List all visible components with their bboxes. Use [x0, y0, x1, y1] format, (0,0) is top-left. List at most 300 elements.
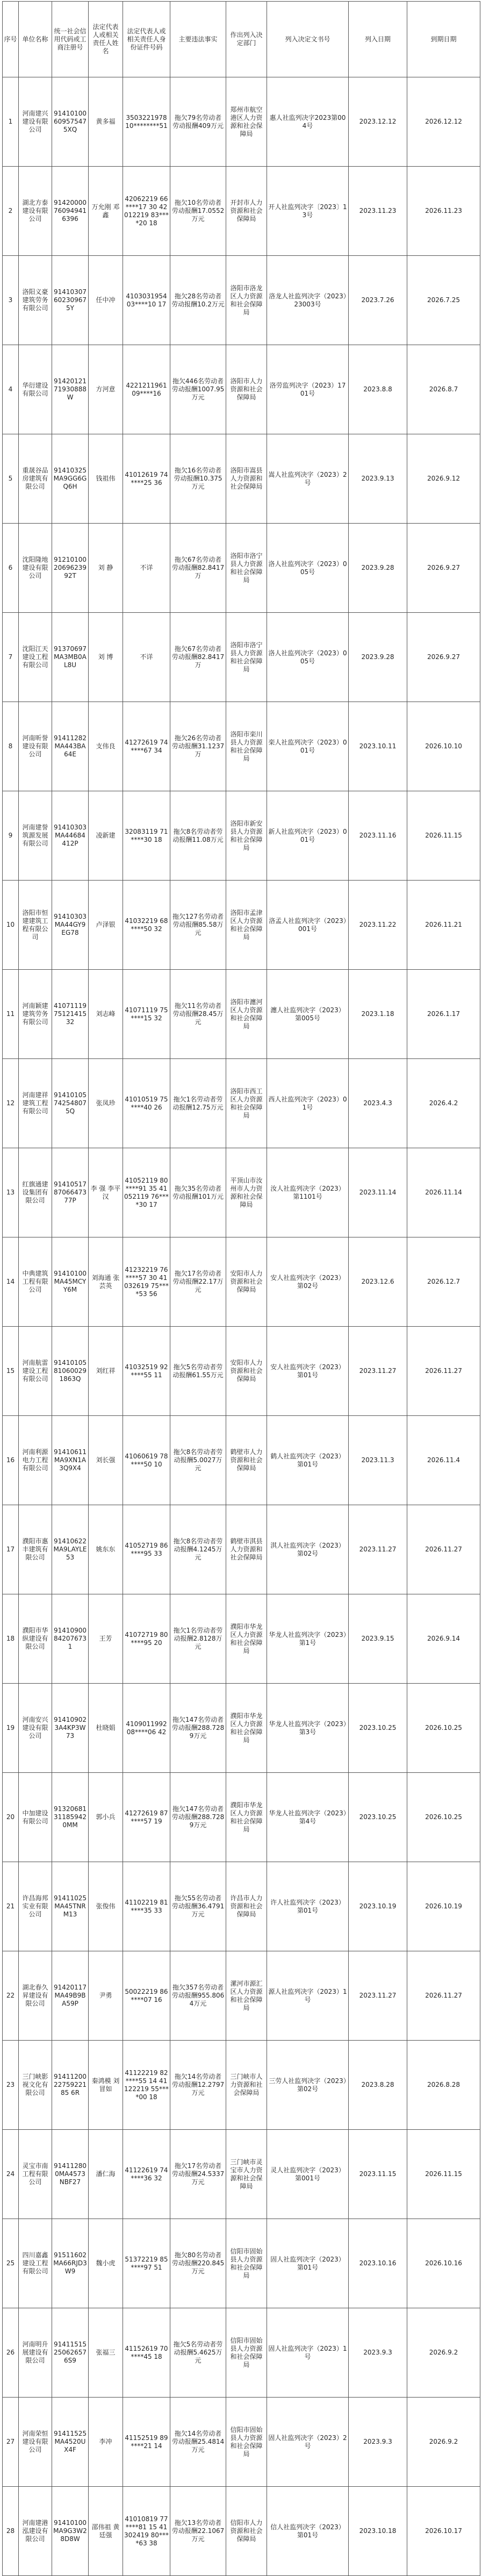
- cell-deciding-dept: 洛阳市嵩县人力资源和社会保障局: [226, 434, 267, 524]
- cell-expiry-date: 2026.7.25: [407, 256, 480, 345]
- cell-expiry-date: 2026.10.25: [407, 1773, 480, 1862]
- cell-unit-name: 河南建誉筑源发展有限公司: [19, 791, 52, 881]
- cell-index: 26: [3, 2308, 19, 2398]
- cell-expiry-date: 2026.9.27: [407, 524, 480, 613]
- cell-id-number: 41072719 80****95 20: [123, 1594, 170, 1684]
- cell-document-number: 洛人社监列决字（2023）005号: [267, 613, 349, 702]
- cell-legal-rep: 郭小兵: [89, 1773, 123, 1862]
- cell-unit-name: 四川嘉鑫建设工程有限公司: [19, 2219, 52, 2308]
- cell-credit-code: 91411282MA443BA64E: [52, 702, 89, 791]
- cell-expiry-date: 2026.12.7: [407, 1237, 480, 1327]
- cell-id-number: 42062219 66****17 30 42012219 83****20 18: [123, 167, 170, 256]
- cell-document-number: 洛龙人社监列决字（2023）23003号: [267, 256, 349, 345]
- cell-violation-fact: 拖欠127名劳动者劳动报酬85.58万元: [170, 881, 226, 970]
- cell-deciding-dept: 信阳市固始县人力资源和社会保障局: [226, 2219, 267, 2308]
- cell-expiry-date: 2026.4.2: [407, 1059, 480, 1148]
- cell-listing-date: 2023.10.11: [349, 702, 407, 791]
- cell-expiry-date: 2026.11.4: [407, 1416, 480, 1505]
- cell-deciding-dept: 鹤壁市淇县人力资源和社会保障局: [226, 1505, 267, 1594]
- cell-credit-code: 91320681311859420MM: [52, 1773, 89, 1862]
- cell-unit-name: 许昌海邦实业有限公司: [19, 1862, 52, 1951]
- cell-document-number: 淇人社监列决字（2023）第02号: [267, 1505, 349, 1594]
- header-unit-name: 单位名称: [19, 2, 52, 77]
- cell-document-number: 华龙人社监列决字（2023）第1号: [267, 1594, 349, 1684]
- cell-document-number: 洛人社监列决字（2023）005号: [267, 524, 349, 613]
- cell-deciding-dept: 许昌市人力资源和社会保障局: [226, 1862, 267, 1951]
- cell-violation-fact: 拖欠16名劳动者劳动报酬10.375万元: [170, 434, 226, 524]
- table-row: [3, 1684, 480, 1773]
- cell-legal-rep: 凌新建: [89, 791, 123, 881]
- cell-id-number: 350322197810********51: [123, 77, 170, 167]
- table-row: [3, 1327, 480, 1416]
- cell-expiry-date: 2026.11.15: [407, 2130, 480, 2219]
- cell-violation-fact: 拖欠446名劳动者劳动报酬1007.95万元: [170, 345, 226, 434]
- cell-listing-date: 2023.9.3: [349, 2308, 407, 2398]
- cell-legal-rep: 刘 静: [89, 524, 123, 613]
- cell-violation-fact: 拖欠14名劳动者劳动报酬12.2797万元: [170, 2041, 226, 2130]
- cell-index: 10: [3, 881, 19, 970]
- table-row: [3, 2308, 480, 2398]
- cell-legal-rep: 尹勇: [89, 1951, 123, 2041]
- cell-index: 17: [3, 1505, 19, 1594]
- cell-violation-fact: 拖欠357名劳动者劳动报酬955.8064万元: [170, 1951, 226, 2041]
- cell-id-number: 不详: [123, 613, 170, 702]
- cell-legal-rep: 黄多福: [89, 77, 123, 167]
- cell-id-number: 410303195403****10 17: [123, 256, 170, 345]
- cell-id-number: 41071119 75****15 32: [123, 970, 170, 1059]
- cell-id-number: 50022219 86****07 16: [123, 1951, 170, 2041]
- cell-id-number: 41102219 81****35 33: [123, 1862, 170, 1951]
- header-listing-date: 列入日期: [349, 2, 407, 77]
- cell-expiry-date: 2026.11.27: [407, 1327, 480, 1416]
- cell-violation-fact: 拖欠147名劳动者劳动报酬288.7289万元: [170, 1773, 226, 1862]
- cell-index: 18: [3, 1594, 19, 1684]
- cell-index: 27: [3, 2398, 19, 2487]
- cell-expiry-date: 2026.9.27: [407, 613, 480, 702]
- table-row: [3, 1059, 480, 1148]
- cell-document-number: 许人社监列决字（2023）第01号: [267, 1862, 349, 1951]
- cell-violation-fact: 拖欠26名劳动者劳动报酬31.1237万: [170, 702, 226, 791]
- cell-violation-fact: 拖欠17名劳动者劳动报酬24.5337万元: [170, 2130, 226, 2219]
- cell-expiry-date: 2026.1.17: [407, 970, 480, 1059]
- cell-document-number: 洛孟人社监列决字（2023）001号: [267, 881, 349, 970]
- cell-unit-name: 洛阳义豪建筑劳务有限公司: [19, 256, 52, 345]
- cell-unit-name: 三门峡影视文化有限公司: [19, 2041, 52, 2130]
- cell-credit-code: 91420000760949416396: [52, 167, 89, 256]
- cell-listing-date: 2023.9.15: [349, 1594, 407, 1684]
- cell-violation-fact: 拖欠28名劳动者劳动报酬10.2万元: [170, 256, 226, 345]
- header-credit-code: 统一社会信用代码或工商注册号: [52, 2, 89, 77]
- cell-expiry-date: 2026.11.14: [407, 1148, 480, 1237]
- cell-document-number: 西人社监列决字（2023）01号: [267, 1059, 349, 1148]
- cell-id-number: 41052119 80****91 35 41052119 76****30 17: [123, 1148, 170, 1237]
- cell-unit-name: 濮阳市华纵建设有限公司: [19, 1594, 52, 1684]
- cell-unit-name: 河南利源电力工程有限公司: [19, 1416, 52, 1505]
- header-index: 序号: [3, 2, 19, 77]
- table-row: [3, 970, 480, 1059]
- cell-violation-fact: 拖欠10名劳动者劳动报酬17.0552万元: [170, 167, 226, 256]
- cell-deciding-dept: 洛阳市洛宁县人力资源和社会保障局: [226, 613, 267, 702]
- cell-unit-name: 洛阳市恒建建筑工程有限公司: [19, 881, 52, 970]
- cell-deciding-dept: 三门峡市人力资源和社会保障局: [226, 2041, 267, 2130]
- cell-unit-name: 河南建祥建筑工程有限公司: [19, 1059, 52, 1148]
- cell-unit-name: 华衍建设有限公司: [19, 345, 52, 434]
- cell-index: 6: [3, 524, 19, 613]
- cell-violation-fact: 拖欠1名劳动者劳动报酬2.8128万元: [170, 1594, 226, 1684]
- cell-expiry-date: 2026.11.27: [407, 1505, 480, 1594]
- cell-violation-fact: 拖欠8名劳动者劳动报酬4.1245万元: [170, 1505, 226, 1594]
- cell-document-number: 新人社监列决字（2023）001号: [267, 791, 349, 881]
- cell-deciding-dept: 濮阳市华龙区人力资源和社会保障局: [226, 1684, 267, 1773]
- cell-id-number: 不详: [123, 524, 170, 613]
- cell-expiry-date: 2026.8.7: [407, 345, 480, 434]
- cell-unit-name: 沈阳江天建设工程有限公司: [19, 613, 52, 702]
- cell-unit-name: 湖北春久昇建设有限公司: [19, 1951, 52, 2041]
- cell-deciding-dept: 洛阳市西工区人力资源和社会保障局: [226, 1059, 267, 1148]
- cell-index: 3: [3, 256, 19, 345]
- cell-violation-fact: 拖欠5名劳动者劳动报酬5.4625万元: [170, 2308, 226, 2398]
- cell-legal-rep: 秦鸿模 刘冒如: [89, 2041, 123, 2130]
- cell-document-number: 汝人社监列决字（2023）第1101号: [267, 1148, 349, 1237]
- cell-document-number: 鹤人社监列决字（2023）第01号: [267, 1416, 349, 1505]
- cell-credit-code: 91411025MA45TNRM13: [52, 1862, 89, 1951]
- cell-index: 4: [3, 345, 19, 434]
- cell-id-number: 41010519 75****40 26: [123, 1059, 170, 1148]
- cell-unit-name: 河南颖建建筑劳务有限公司: [19, 970, 52, 1059]
- cell-deciding-dept: 漯河市源汇区人力资源和社会保障局: [226, 1951, 267, 2041]
- cell-legal-rep: 万允刚 邓鑫: [89, 167, 123, 256]
- cell-credit-code: 9142012171930888W: [52, 345, 89, 434]
- cell-id-number: 41152519 89****21 14: [123, 2398, 170, 2487]
- cell-listing-date: 2023.11.16: [349, 791, 407, 881]
- cell-index: 14: [3, 1237, 19, 1327]
- cell-credit-code: 914112002275922185 6R: [52, 2041, 89, 2130]
- cell-id-number: 51372219 85****97 51: [123, 2219, 170, 2308]
- cell-violation-fact: 拖欠5名劳动者劳动报酬61.55万元: [170, 1327, 226, 1416]
- cell-violation-fact: 拖欠55名劳动者劳动报酬36.4791万元: [170, 1862, 226, 1951]
- cell-expiry-date: 2026.11.21: [407, 881, 480, 970]
- cell-violation-fact: 拖欠1名劳动者劳动报酬12.75万元: [170, 1059, 226, 1148]
- cell-index: 24: [3, 2130, 19, 2219]
- table-row: [3, 881, 480, 970]
- cell-listing-date: 2023.8.8: [349, 345, 407, 434]
- cell-deciding-dept: 郑州市航空港区人力资源和社会保障局: [226, 77, 267, 167]
- cell-listing-date: 2023.11.27: [349, 1505, 407, 1594]
- cell-deciding-dept: 洛阳市人力资源和社会保障局: [226, 345, 267, 434]
- blacklist-table-container: [2, 1, 480, 2576]
- cell-violation-fact: 拖欠11名劳动者劳动报酬28.45万元: [170, 970, 226, 1059]
- cell-listing-date: 2023.11.27: [349, 1327, 407, 1416]
- cell-credit-code: 91410100MA9G3W28D8W: [52, 2487, 89, 2576]
- cell-listing-date: 2023.9.28: [349, 524, 407, 613]
- cell-credit-code: 91410900842076731: [52, 1594, 89, 1684]
- cell-listing-date: 2023.1.18: [349, 970, 407, 1059]
- cell-unit-name: 沈阳隆地建设有限公司: [19, 524, 52, 613]
- cell-unit-name: 河南昕誉建设有限公司: [19, 702, 52, 791]
- cell-legal-rep: 刘海通 张芸英: [89, 1237, 123, 1327]
- header-id-number: 法定代表人或相关责任人身份证件号码: [123, 2, 170, 77]
- cell-credit-code: 914105178706647377P: [52, 1148, 89, 1237]
- cell-credit-code: 91411525MA4520UX4F: [52, 2398, 89, 2487]
- cell-violation-fact: 拖欠17名劳动者劳动报酬22.17万元: [170, 1237, 226, 1327]
- cell-expiry-date: 2026.9.2: [407, 2308, 480, 2398]
- cell-id-number: 41032519 92****55 11: [123, 1327, 170, 1416]
- cell-document-number: 嵩人社监列决字（2023）2号: [267, 434, 349, 524]
- cell-index: 1: [3, 77, 19, 167]
- header-legal-rep: 法定代表人或相关责任人姓名: [89, 2, 123, 77]
- cell-deciding-dept: 濮阳市华龙区人力资源和社会保障局: [226, 1594, 267, 1684]
- cell-credit-code: 410711197512141532: [52, 970, 89, 1059]
- table-row: [3, 2398, 480, 2487]
- cell-listing-date: 2023.12.6: [349, 1237, 407, 1327]
- cell-credit-code: 912101002069623992T: [52, 524, 89, 613]
- table-row: [3, 1773, 480, 1862]
- cell-index: 19: [3, 1684, 19, 1773]
- cell-index: 11: [3, 970, 19, 1059]
- cell-listing-date: 2023.9.13: [349, 434, 407, 524]
- cell-expiry-date: 2026.10.10: [407, 702, 480, 791]
- cell-legal-rep: 卢泽银: [89, 881, 123, 970]
- cell-deciding-dept: 洛阳市栾川县人力资源和社会保障局: [226, 702, 267, 791]
- cell-legal-rep: 任中冲: [89, 256, 123, 345]
- cell-legal-rep: 李 强 李平汉: [89, 1148, 123, 1237]
- cell-credit-code: 91410303MA44GY9EG78: [52, 881, 89, 970]
- cell-listing-date: 2023.10.18: [349, 2487, 407, 2576]
- cell-index: 22: [3, 1951, 19, 2041]
- cell-listing-date: 2023.10.25: [349, 1773, 407, 1862]
- header-deciding-dept: 作出列入决定部门: [226, 2, 267, 77]
- cell-index: 12: [3, 1059, 19, 1148]
- cell-legal-rep: 方河意: [89, 345, 123, 434]
- cell-legal-rep: 李冲: [89, 2398, 123, 2487]
- cell-document-number: 信人社监列决字（2023）第01号: [267, 2487, 349, 2576]
- cell-violation-fact: 拖欠35名劳动者劳动报酬101万元: [170, 1148, 226, 1237]
- blacklist-table: [2, 1, 480, 2576]
- cell-deciding-dept: 洛阳市孟津区人力资源和社会保障局: [226, 881, 267, 970]
- cell-credit-code: 91420117MA49B9BA59P: [52, 1951, 89, 2041]
- cell-credit-code: 91410622MA9LAYLE53: [52, 1505, 89, 1594]
- cell-deciding-dept: 濮阳市华龙区人力资源和社会保障局: [226, 1773, 267, 1862]
- cell-expiry-date: 2026.10.25: [407, 1684, 480, 1773]
- cell-document-number: 华龙人社监列决字（2023）第4号: [267, 1773, 349, 1862]
- cell-credit-code: 91410105810600291863Q: [52, 1327, 89, 1416]
- cell-deciding-dept: 安阳市人力资源和社会保障局: [226, 1237, 267, 1327]
- cell-listing-date: 2023.11.22: [349, 881, 407, 970]
- cell-index: 8: [3, 702, 19, 791]
- cell-id-number: 41152619 70****45 18: [123, 2308, 170, 2398]
- cell-document-number: 瀍人社监列决字（2023）第005号: [267, 970, 349, 1059]
- cell-deciding-dept: 信阳市固始县人力资源和社会保障局: [226, 2398, 267, 2487]
- cell-unit-name: 红旗通建设集团有限公司: [19, 1148, 52, 1237]
- cell-deciding-dept: 洛阳市洛宁县人力资源和社会保障局: [226, 524, 267, 613]
- cell-id-number: 410901199208****06 42: [123, 1684, 170, 1773]
- cell-expiry-date: 2026.12.12: [407, 77, 480, 167]
- cell-deciding-dept: 平顶山市汝州市人力资源和社会保障局: [226, 1148, 267, 1237]
- cell-deciding-dept: 信阳市固始县人力资源和社会保障局: [226, 2308, 267, 2398]
- cell-legal-rep: 张凤珍: [89, 1059, 123, 1148]
- cell-id-number: 41010819 77****81 15 41302419 80****63 38: [123, 2487, 170, 2576]
- cell-credit-code: 914109023A4KP3W73: [52, 1684, 89, 1773]
- cell-deciding-dept: 开封市人力资源和社会保障局: [226, 167, 267, 256]
- cell-listing-date: 2023.7.26: [349, 256, 407, 345]
- cell-legal-rep: 刘长强: [89, 1416, 123, 1505]
- cell-index: 23: [3, 2041, 19, 2130]
- cell-id-number: 41272619 87****57 19: [123, 1773, 170, 1862]
- cell-expiry-date: 2026.10.17: [407, 2487, 480, 2576]
- cell-unit-name: 河南建港泓建设有限公司: [19, 2487, 52, 2576]
- cell-credit-code: 91410303MA44684412P: [52, 791, 89, 881]
- cell-unit-name: 湖北方泰建设有限公司: [19, 167, 52, 256]
- cell-expiry-date: 2026.8.28: [407, 2041, 480, 2130]
- cell-legal-rep: 钱祖伟: [89, 434, 123, 524]
- cell-unit-name: 河南明升展建设有限公司: [19, 2308, 52, 2398]
- cell-id-number: 422121196109****16: [123, 345, 170, 434]
- cell-violation-fact: 拖欠79名劳动者劳动报酬409万元: [170, 77, 226, 167]
- cell-deciding-dept: 洛阳市新安县人力资源和社会保障局: [226, 791, 267, 881]
- cell-violation-fact: 拖欠8名劳动者劳动报酬5.0027万元: [170, 1416, 226, 1505]
- cell-document-number: 洛劳监列决字（2023）1701号: [267, 345, 349, 434]
- cell-document-number: 三劳人社监列决字（2023）第02号: [267, 2041, 349, 2130]
- cell-listing-date: 2023.4.3: [349, 1059, 407, 1148]
- cell-violation-fact: 拖欠8名劳动者劳动报酬11.08万元: [170, 791, 226, 881]
- cell-violation-fact: 拖欠80名劳动者劳动报酬220.845万元: [170, 2219, 226, 2308]
- cell-legal-rep: 潘仁海: [89, 2130, 123, 2219]
- header-document-number: 列入决定文书号: [267, 2, 349, 77]
- cell-credit-code: 91511602MA66RJD3W9: [52, 2219, 89, 2308]
- cell-listing-date: 2023.10.19: [349, 1862, 407, 1951]
- cell-id-number: 41232219 76****57 30 41032619 75****53 56: [123, 1237, 170, 1327]
- header-expiry-date: 到期日期: [407, 2, 480, 77]
- table-row: [3, 1505, 480, 1594]
- cell-unit-name: 河南航雷建设工程有限公司: [19, 1327, 52, 1416]
- cell-id-number: 41032219 68****50 32: [123, 881, 170, 970]
- cell-document-number: 固人社监列决字（2023）2号: [267, 2398, 349, 2487]
- cell-violation-fact: 拖欠14名劳动者劳动报酬25.4814万元: [170, 2398, 226, 2487]
- table-row: [3, 77, 480, 167]
- table-row: [3, 345, 480, 434]
- cell-legal-rep: 刘志峰: [89, 970, 123, 1059]
- table-row: [3, 791, 480, 881]
- cell-legal-rep: 支伟良: [89, 702, 123, 791]
- cell-index: 13: [3, 1148, 19, 1237]
- cell-listing-date: 2023.11.3: [349, 1416, 407, 1505]
- cell-id-number: 41012619 74****25 36: [123, 434, 170, 524]
- table-body: [3, 77, 480, 2576]
- cell-legal-rep: 王芳: [89, 1594, 123, 1684]
- cell-unit-name: 河南荣恒建设有限公司: [19, 2398, 52, 2487]
- cell-unit-name: 重晟谷品房建筑有限公司: [19, 434, 52, 524]
- cell-id-number: 41122619 74****36 32: [123, 2130, 170, 2219]
- cell-listing-date: 2023.11.27: [349, 1951, 407, 2041]
- cell-credit-code: 9141151525062657 6S9: [52, 2308, 89, 2398]
- cell-listing-date: 2023.9.28: [349, 613, 407, 702]
- cell-unit-name: 中加建设有限公司: [19, 1773, 52, 1862]
- cell-expiry-date: 2026.9.12: [407, 434, 480, 524]
- cell-expiry-date: 2026.9.2: [407, 2398, 480, 2487]
- cell-listing-date: 2023.10.25: [349, 1684, 407, 1773]
- cell-deciding-dept: 洛阳市瀍河区人力资源和社会保障局: [226, 970, 267, 1059]
- cell-legal-rep: 魏小虎: [89, 2219, 123, 2308]
- cell-unit-name: 中典建筑工程有限公司: [19, 1237, 52, 1327]
- table-row: [3, 1416, 480, 1505]
- cell-listing-date: 2023.9.3: [349, 2398, 407, 2487]
- table-row: [3, 613, 480, 702]
- cell-document-number: 安人社监列决字（2023）第01号: [267, 1327, 349, 1416]
- cell-id-number: 41272619 74****67 34: [123, 702, 170, 791]
- cell-document-number: 开人社监列决字〔2023〕13号: [267, 167, 349, 256]
- cell-legal-rep: 张俊伟: [89, 1862, 123, 1951]
- cell-index: 28: [3, 2487, 19, 2576]
- cell-unit-name: 灵宝市南工程有限公司: [19, 2130, 52, 2219]
- cell-index: 21: [3, 1862, 19, 1951]
- cell-index: 16: [3, 1416, 19, 1505]
- cell-unit-name: 河南安兴建设有限公司: [19, 1684, 52, 1773]
- cell-credit-code: 914112800MA4573NBF27: [52, 2130, 89, 2219]
- cell-credit-code: 91410307602309675Y: [52, 256, 89, 345]
- cell-id-number: 32083119 71****30 18: [123, 791, 170, 881]
- table-row: [3, 1237, 480, 1327]
- cell-expiry-date: 2026.11.23: [407, 167, 480, 256]
- cell-deciding-dept: 鹤壁市人力资源和社会保障局: [226, 1416, 267, 1505]
- cell-legal-rep: 邵伟祖 黄廷强: [89, 2487, 123, 2576]
- cell-listing-date: 2023.11.23: [349, 167, 407, 256]
- cell-document-number: 固人社监列决字（2023）第01号: [267, 2219, 349, 2308]
- cell-index: 20: [3, 1773, 19, 1862]
- cell-credit-code: 91410611MA9XN1A3Q9X4: [52, 1416, 89, 1505]
- table-row: [3, 1951, 480, 2041]
- cell-document-number: 华龙人社监列决字（2023）第3号: [267, 1684, 349, 1773]
- cell-index: 15: [3, 1327, 19, 1416]
- table-row: [3, 2219, 480, 2308]
- table-header-row: [3, 2, 480, 77]
- cell-id-number: 41122219 82****55 14 41122219 55****00 18: [123, 2041, 170, 2130]
- cell-listing-date: 2023.8.28: [349, 2041, 407, 2130]
- cell-expiry-date: 2026.9.14: [407, 1594, 480, 1684]
- cell-expiry-date: 2026.11.15: [407, 791, 480, 881]
- table-row: [3, 524, 480, 613]
- table-row: [3, 434, 480, 524]
- cell-legal-rep: 姚东东: [89, 1505, 123, 1594]
- table-row: [3, 2130, 480, 2219]
- cell-id-number: 41060619 78****50 10: [123, 1416, 170, 1505]
- table-row: [3, 167, 480, 256]
- cell-document-number: 惠人社监列决字2023第004号: [267, 77, 349, 167]
- cell-index: 7: [3, 613, 19, 702]
- table-row: [3, 2041, 480, 2130]
- cell-index: 5: [3, 434, 19, 524]
- cell-expiry-date: 2026.11.27: [407, 1951, 480, 2041]
- cell-legal-rep: 刘红祥: [89, 1327, 123, 1416]
- cell-id-number: 41052719 86****95 33: [123, 1505, 170, 1594]
- cell-document-number: 栾人社监列决字（2023）001号: [267, 702, 349, 791]
- cell-deciding-dept: 洛阳市洛龙区人力资源和社会保障局: [226, 256, 267, 345]
- cell-index: 9: [3, 791, 19, 881]
- cell-credit-code: 91410325MA9GG6GQ6H: [52, 434, 89, 524]
- cell-violation-fact: 拖欠13名劳动者劳动报酬22.1067万元: [170, 2487, 226, 2576]
- cell-deciding-dept: 安阳市人力资源和社会保障局: [226, 1327, 267, 1416]
- cell-violation-fact: 拖欠67名劳动者劳动报酬82.8417万: [170, 524, 226, 613]
- cell-violation-fact: 拖欠147名劳动者劳动报酬288.7289万元: [170, 1684, 226, 1773]
- cell-document-number: 灵人社监列决字（2023）第001号: [267, 2130, 349, 2219]
- cell-credit-code: 91410100MA45MCYY6M: [52, 1237, 89, 1327]
- cell-legal-rep: 杜晓娟: [89, 1684, 123, 1773]
- table-row: [3, 1148, 480, 1237]
- cell-document-number: 源人社监列决字（2023）1号: [267, 1951, 349, 2041]
- cell-document-number: 安人社监列决字（2023）第02号: [267, 1237, 349, 1327]
- cell-credit-code: 91410100609575475XQ: [52, 77, 89, 167]
- table-row: [3, 2487, 480, 2576]
- cell-deciding-dept: 信阳市人力资源和社会保障局: [226, 2487, 267, 2576]
